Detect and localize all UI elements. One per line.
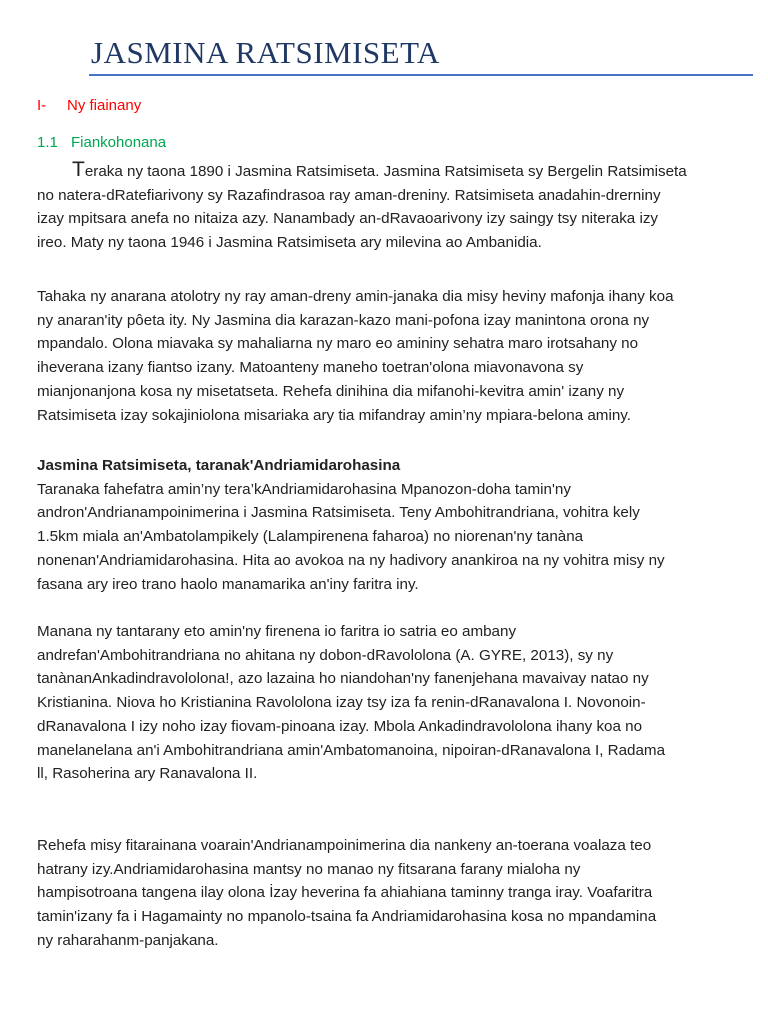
title-underline	[89, 74, 753, 76]
paragraph-line: mianjonanjona kosa ny misetatseta. Rehefa dinihina dia mifanohi-kevitra amin' izany ny	[37, 382, 625, 400]
section-label: Ny fiainany	[67, 97, 142, 114]
subsection-label: Fiankohonana	[71, 134, 167, 151]
paragraph-line: tamin'izany fa i Hagamainty no mpanolo-tsaina fa Andriamidarohasina kosa no mpandamina	[37, 908, 657, 926]
paragraph-line: andron'Andrianampoinimerina i Jasmina Ratsimiseta. Teny Ambohitrandriana, vohitra kely	[37, 504, 640, 522]
paragraph-line: Ratsimiseta izay sokajiniolona misariaka ary tia mifandray amin’ny mpiara-belona aminy.	[37, 406, 631, 424]
paragraph-line: Teraka ny taona 1890 i Jasmina Ratsimiseta. Jasmina Ratsimiseta sy Bergelin Ratsimiseta	[72, 158, 687, 181]
paragraph-line: ny raharahanm-panjakana.	[37, 931, 219, 949]
subsection-number: 1.1	[37, 134, 58, 151]
paragraph-4	[37, 620, 737, 786]
paragraph-line: 1.5km miala an'Ambatolampikely (Lalampirenena faharoa) no niorenan'ny tanàna	[37, 528, 584, 546]
paragraph-line: nonenan'Andriamidarohasina. Hita ao avokoa na ny hadivory anankiroa na ny vohitra misy ny	[37, 551, 665, 569]
section-number: I-	[37, 97, 47, 114]
paragraph-line: ll, Rasoherina ary Ranavalona II.	[37, 765, 258, 783]
subsection-heading	[37, 133, 166, 153]
paragraph-3	[37, 454, 737, 596]
paragraph-line: mpandalo. Olona miavaka sy mahaliarna ny maro eo amininy sehatra maro irotsahany no	[37, 335, 639, 353]
paragraph-line: hatrany izy.Andriamidarohasina mantsy no manao ny fitsarana farany mialoha ny	[37, 860, 581, 878]
drop-cap: T	[72, 158, 85, 181]
paragraph-line: hampisotroana tangena ilay olona İzay heverina fa ahiahiana taminny tranga iray. Voafaritra	[37, 884, 653, 902]
paragraph-line: Kristianina. Niova ho Kristianina Ravololona izay tsy iza fa renin-dRanavalona I. Novonoin-	[37, 694, 646, 712]
paragraph-line: no natera-dRatefiarivony sy Razafindrasoa ray aman-dreniny. Ratsimiseta anadahin-drerniny	[37, 186, 661, 204]
paragraph-line: andrefan'Ambohitrandriana no ahitana ny dobon-dRavololona (A. GYRE, 2013), sy ny	[37, 646, 614, 664]
section-heading	[37, 96, 141, 116]
paragraph-heading: Jasmina Ratsimiseta, taranak'Andriamidarohasina	[37, 457, 401, 474]
paragraph-1	[37, 160, 737, 255]
paragraph-line: Taranaka fahefatra amin’ny tera’kAndriamidarohasina Mpanozon-doha tamin'ny	[37, 480, 571, 498]
paragraph-line: Rehefa misy fitarainana voarain'Andrianampoinimerina dia nankeny an-toerana voalaza teo	[37, 837, 652, 854]
paragraph-5	[37, 834, 737, 953]
paragraph-line: Tahaka ny anarana atolotry ny ray aman-dreny amin-janaka dia misy heviny mafonja ihany koa	[37, 288, 674, 305]
paragraph-line: ny anaran'ity pôeta ity. Ny Jasmina dia karazan-kazo mani-pofona izay manintona orona ny	[37, 311, 650, 329]
paragraph-line: tanànanAnkadindravololona!, azo lazaina ho niandohan'ny fanenjehana mavaivay natao ny	[37, 670, 649, 688]
document-title: JASMINA RATSIMISETA	[91, 35, 440, 70]
paragraph-line: iheverana izany fiantso izany. Matoanteny maneho toetran'olona miavonavona sy	[37, 359, 584, 377]
paragraph-line: izay mpitsara anefa no nitaiza azy. Nanambady an-dRavaoarivony izy saingy tsy niteraka izy	[37, 210, 659, 228]
paragraph-line: manelanelana an'i Ambohitrandriana amin'Ambatomanoina, nipoiran-dRanavalona I, Radama	[37, 741, 666, 759]
paragraph-2	[37, 285, 737, 427]
paragraph-line: Manana ny tantarany eto amin'ny firenena io faritra io satria eo ambany	[37, 623, 517, 640]
paragraph-line: ireo. Maty ny taona 1946 i Jasmina Ratsimiseta ary milevina ao Ambanidia.	[37, 234, 542, 252]
paragraph-line: fasana ary ireo trano haolo manamarika an'iny faritra iny.	[37, 575, 419, 593]
paragraph-line: dRanavalona I izy noho izay fiovam-pinoana izay. Mbola Ankadindravololona ihany koa no	[37, 717, 643, 735]
